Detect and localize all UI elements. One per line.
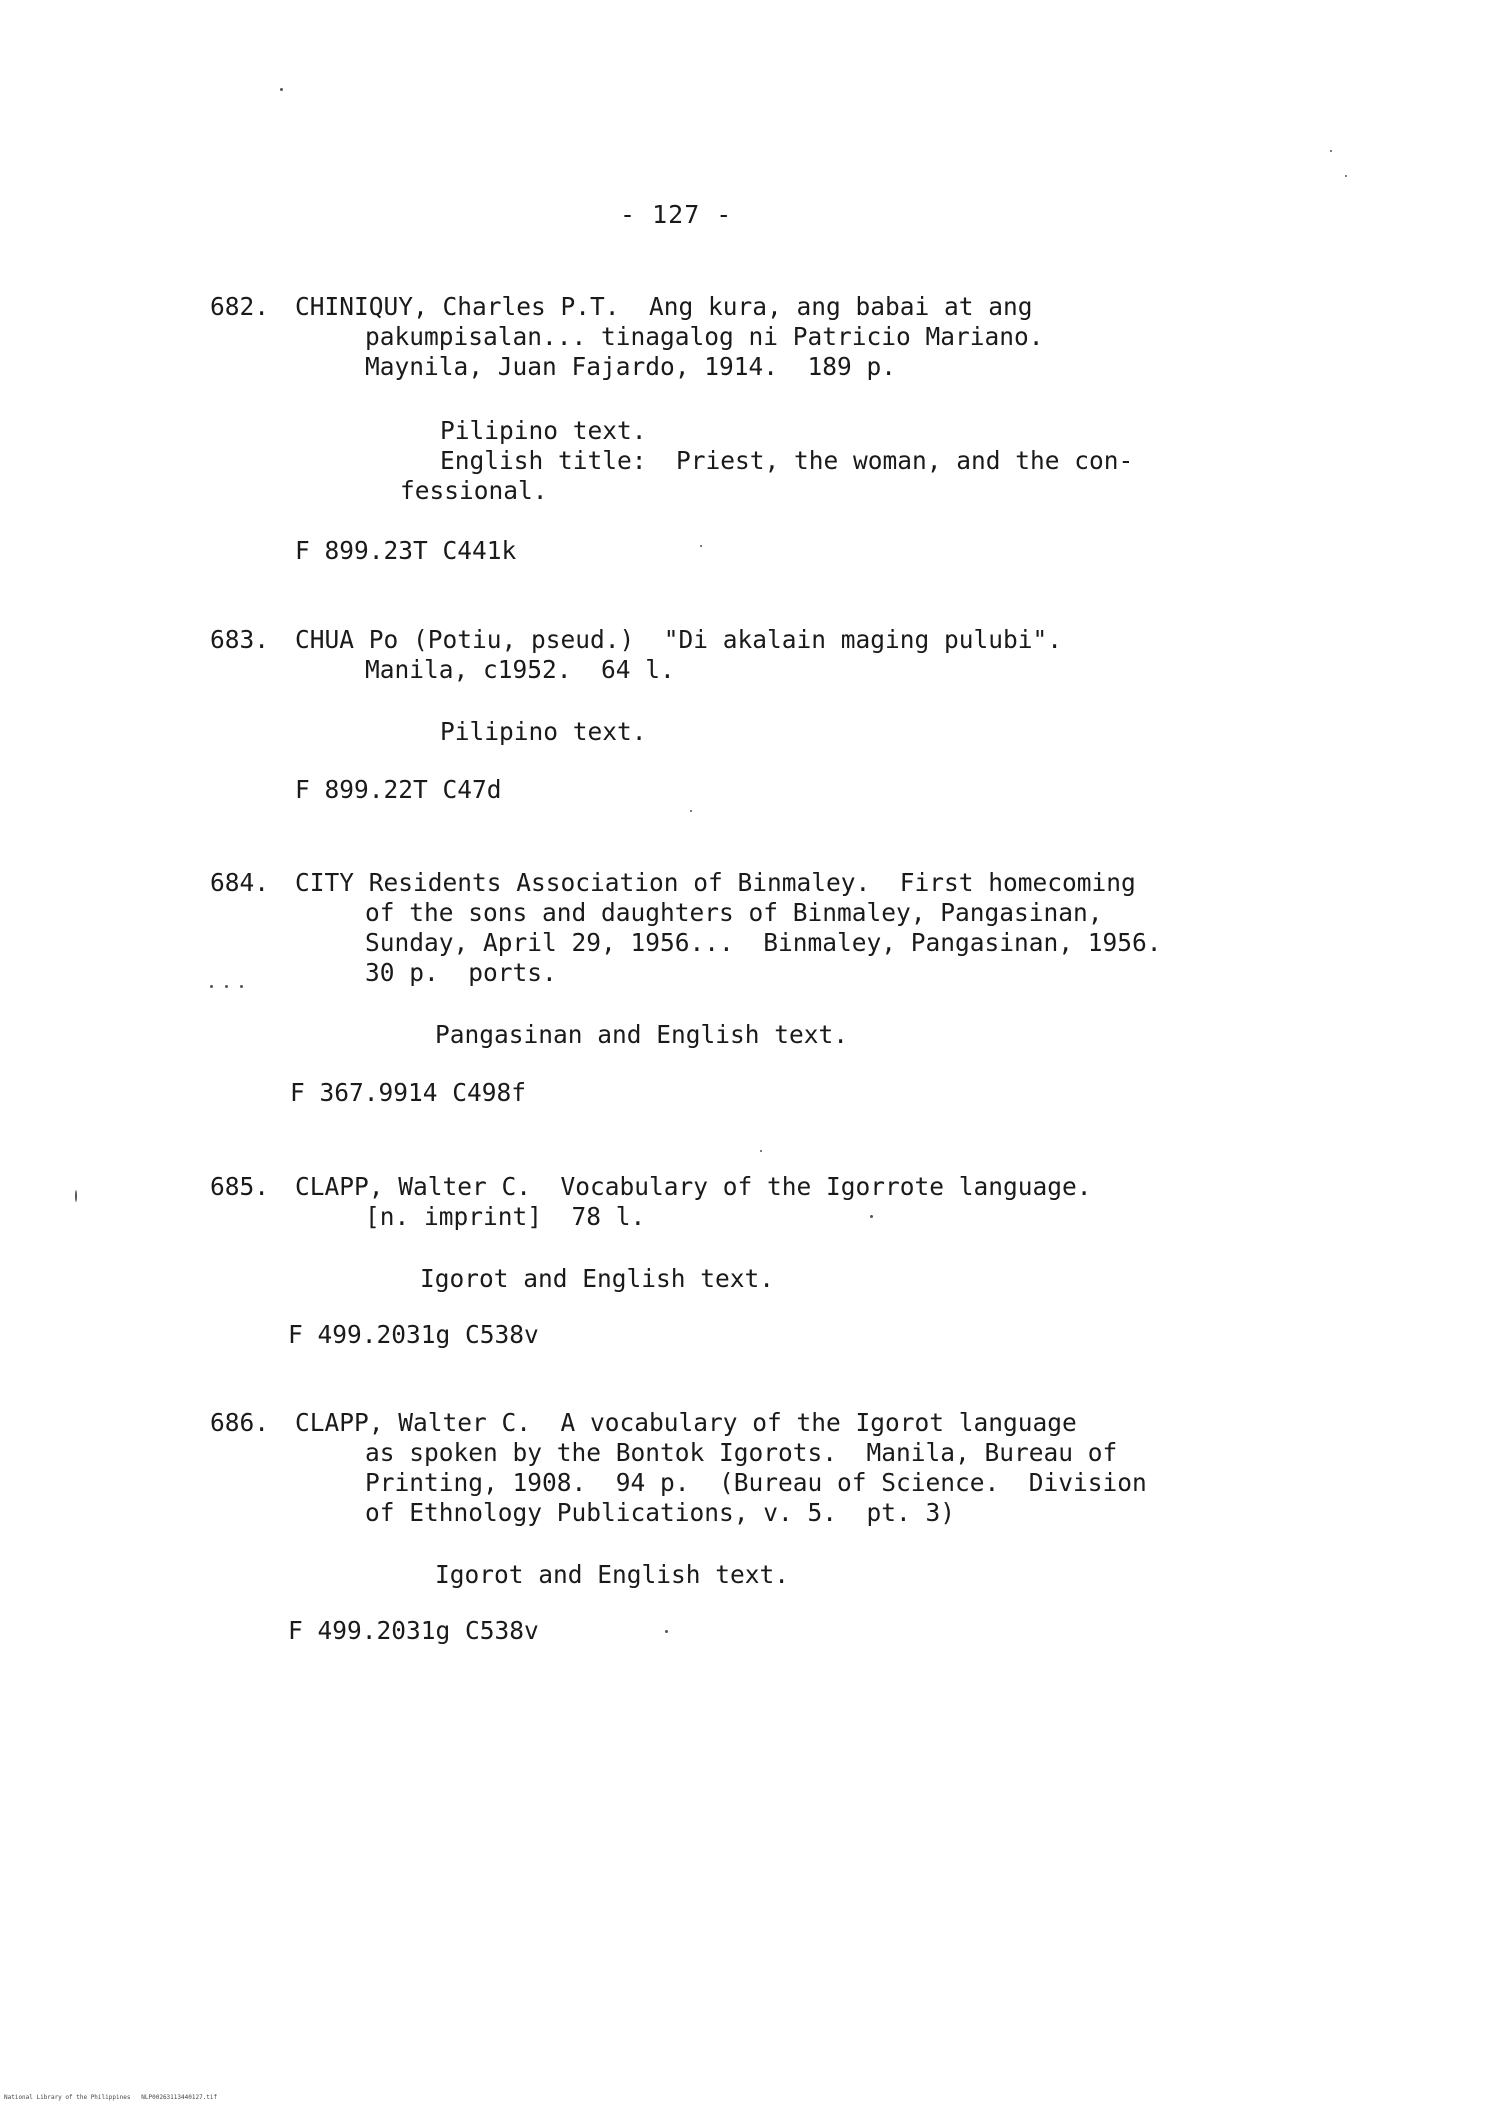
citation-line: CHINIQUY, Charles P.T. Ang kura, ang babai at ang — [295, 292, 1033, 321]
citation-line: of the sons and daughters of Binmaley, Pangasinan, — [365, 898, 1103, 927]
call-number: F 899.22T C47d — [295, 775, 502, 804]
citation-line: Printing, 1908. 94 p. (Bureau of Science. Division — [365, 1468, 1147, 1497]
citation-line: CHUA Po (Potiu, pseud.) "Di akalain maging pulubi". — [295, 625, 1063, 654]
citation-line: 30 p. ports. — [365, 958, 557, 987]
call-number: F 899.23T C441k — [295, 536, 517, 565]
citation-line: pakumpisalan... tinagalog ni Patricio Mariano. — [365, 322, 1044, 351]
entry-citation — [295, 625, 1235, 685]
page-number: - 127 - — [620, 200, 733, 229]
entry-citation — [295, 868, 1235, 988]
call-number: F 499.2031g C538v — [288, 1616, 539, 1645]
citation-line: [n. imprint] 78 l. — [365, 1202, 646, 1231]
entry-citation — [295, 292, 1235, 382]
entry-note: English title: Priest, the woman, and the con- — [440, 446, 1134, 475]
entry-note: Pilipino text. — [440, 416, 647, 445]
citation-line: as spoken by the Bontok Igorots. Manila, Bureau of — [365, 1438, 1118, 1467]
scan-speck — [665, 1630, 668, 1633]
scan-speck — [225, 985, 228, 988]
citation-line: Sunday, April 29, 1956... Binmaley, Pangasinan, 1956. — [365, 928, 1162, 957]
scan-speck — [75, 1190, 77, 1202]
scan-speck — [210, 985, 213, 988]
scan-speck — [700, 545, 702, 547]
scan-speck — [760, 1150, 762, 1152]
entry-note: Igorot and English text. — [435, 1560, 790, 1589]
scan-speck — [1330, 150, 1332, 152]
citation-line: Manila, c1952. 64 l. — [365, 655, 675, 684]
citation-line: CLAPP, Walter C. Vocabulary of the Igorrote language. — [295, 1172, 1092, 1201]
citation-line: CITY Residents Association of Binmaley. First homecoming — [295, 868, 1136, 897]
scan-speck — [1345, 175, 1347, 177]
entry-note: fessional. — [400, 476, 548, 505]
entry-note: Pilipino text. — [440, 717, 647, 746]
call-number: F 499.2031g C538v — [288, 1320, 539, 1349]
scan-footer: National Library of the Philippines NLP00263113440127.tif — [4, 2094, 218, 2101]
citation-line: CLAPP, Walter C. A vocabulary of the Igorot language — [295, 1408, 1077, 1437]
entry-citation — [295, 1408, 1235, 1528]
entry-number: 686. — [210, 1408, 270, 1437]
citation-line: Maynila, Juan Fajardo, 1914. 189 p. — [365, 352, 897, 381]
citation-line: of Ethnology Publications, v. 5. pt. 3) — [365, 1498, 956, 1527]
entry-number: 683. — [210, 625, 270, 654]
entry-number: 684. — [210, 868, 270, 897]
call-number: F 367.9914 C498f — [290, 1078, 527, 1107]
entry-note: Igorot and English text. — [420, 1264, 775, 1293]
entry-number: 682. — [210, 292, 270, 321]
scan-speck — [690, 810, 692, 812]
scan-speck — [240, 985, 243, 988]
entry-note: Pangasinan and English text. — [435, 1020, 849, 1049]
entry-citation — [295, 1172, 1235, 1232]
scan-speck — [280, 88, 283, 91]
entry-number: 685. — [210, 1172, 270, 1201]
